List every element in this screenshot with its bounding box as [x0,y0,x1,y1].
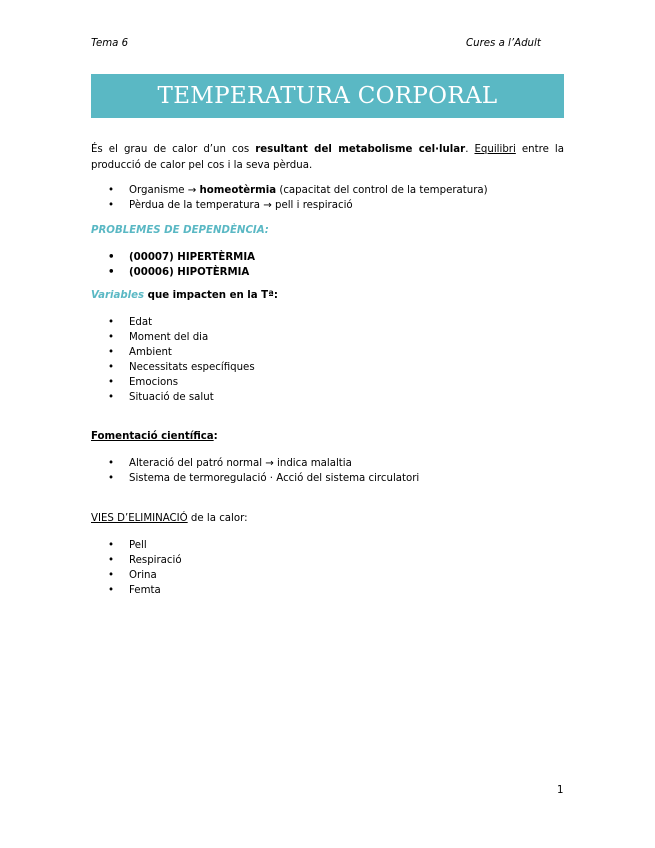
vies-heading: VIES D’ELIMINACIÓ de la calor: [91,513,248,524]
problems-heading: PROBLEMES DE DEPENDÈNCIA: [91,225,269,236]
page-number: 1 [557,785,564,796]
header-topic: Tema 6 [91,38,129,49]
vies-list [108,538,182,598]
foment-heading: Fomentació científica: [91,431,218,442]
list-item: • Emocions [108,377,179,388]
bullet-icon: • [108,332,115,343]
list-item: • Pèrdua de la temperatura → pell i respiració [108,200,353,211]
bullet-icon: • [108,377,115,388]
list-item: • Situació de salut [108,392,214,403]
list-item: • Respiració [108,555,182,566]
intro-bold: resultant del metabolisme cel·lular [255,144,466,155]
bullet-icon: • [108,458,115,469]
list-item: • (00007) HIPERTÈRMIA [108,252,255,263]
list-item: • Necessitats específiques [108,362,255,373]
intro-text: És el grau de calor d’un cos [91,144,256,155]
bullet-icon: • [108,200,115,211]
bullet-icon: • [108,555,115,566]
bullet-icon: • [108,317,115,328]
list-item: • Sistema de termoregulació · Acció del sistema circulatori [108,473,420,484]
intro-underlined: Equilibri [474,144,516,155]
list-item: • Alteració del patró normal → indica malaltia [108,458,352,469]
intro-paragraph [91,142,564,174]
bullet-icon: • [108,540,115,551]
intro-list [108,183,488,213]
bullet-icon: • [108,585,115,596]
bullet-icon: • [108,347,115,358]
list-item: • (00006) HIPOTÈRMIA [108,267,250,278]
title-banner [91,74,564,118]
list-item: • Pell [108,540,147,551]
bullet-icon: • [108,185,115,196]
problems-list [108,250,255,280]
bullet-icon: • [108,392,115,403]
foment-list [108,456,419,486]
list-item: • Orina [108,570,157,581]
list-item: • Edat [108,317,153,328]
list-item: • Moment del dia [108,332,209,343]
bullet-icon: • [108,252,115,263]
intro-tail: entre la producció de calor pel cos i la seva pèrdua. [91,144,564,171]
bullet-icon: • [108,473,115,484]
bullet-icon: • [108,362,115,373]
list-item: • Organisme → homeotèrmia (capacitat del control de la temperatura) [108,185,488,196]
page-title: TEMPERATURA CORPORAL [157,83,498,109]
list-item: • Ambient [108,347,172,358]
bullet-icon: • [108,267,115,278]
intro-period: . [465,144,475,155]
bullet-icon: • [108,570,115,581]
variables-heading: Variables que impacten en la Tª: [91,290,278,301]
list-item: • Femta [108,585,161,596]
header-course: Cures a l’Adult [466,38,541,49]
variables-list [108,315,255,405]
